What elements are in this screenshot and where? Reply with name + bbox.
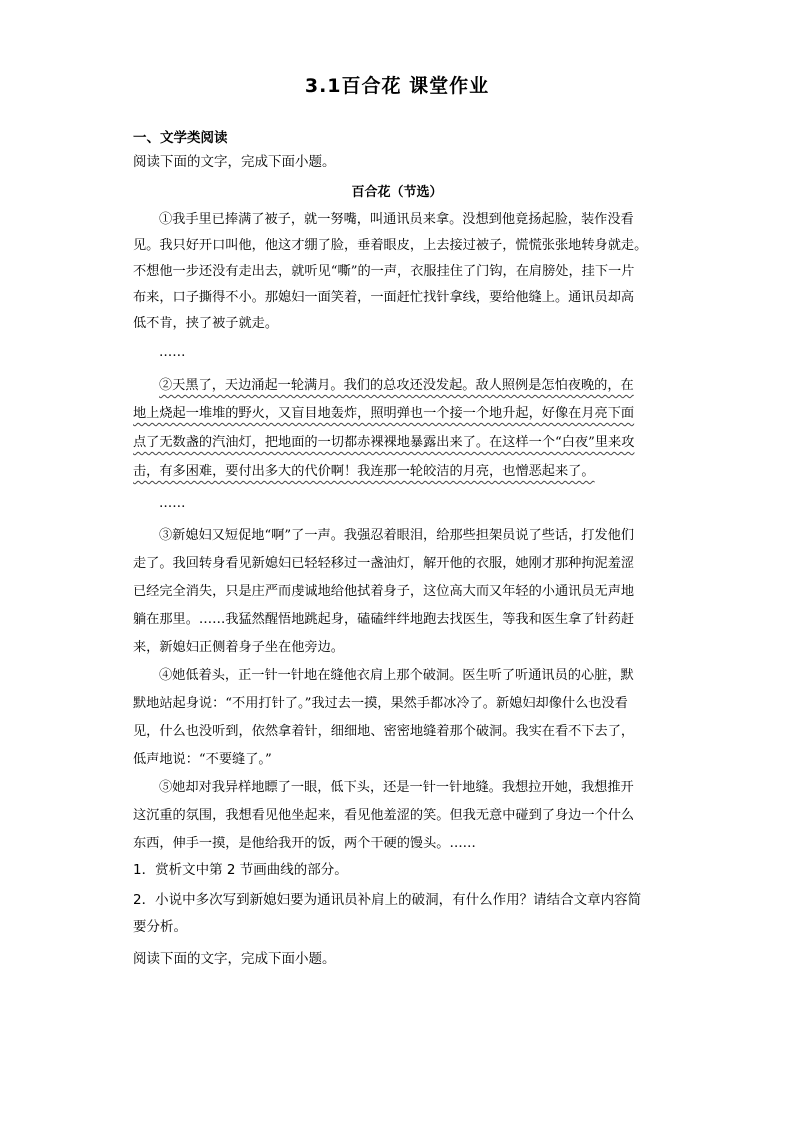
passage-line: 走了。我回转身看见新媳妇已轻轻移过一盏油灯，解开他的衣服，她刚才那种拘泥羞涩 — [133, 556, 635, 571]
passage-line: 低声地说：“不要缝了。” — [133, 752, 272, 767]
question-1: 1．赏析文中第 2 节画曲线的部分。 — [133, 862, 348, 878]
ellipsis-line: …… — [159, 496, 186, 511]
wavy-underlined-line: 地上烧起一堆堆的野火，又盲目地轰炸，照明弹也一个接一个地升起，好像在月亮下面 — [133, 406, 635, 421]
passage-line: ④她低着头，正一针一针地在缝他衣肩上那个破洞。医生听了听通讯员的心脏，默 — [159, 668, 634, 683]
question-2: 2．小说中多次写到新媳妇要为通讯员补肩上的破洞，有什么作用？请结合文章内容简 — [133, 892, 642, 908]
passage-line: 这沉重的氛围，我想看见他坐起来，看见他羞涩的笑。但我无意中碰到了身边一个什么 — [133, 808, 635, 823]
reading-instruction: 阅读下面的文字，完成下面小题。 — [133, 154, 336, 170]
passage-line: 躺在那里。……我猛然醒悟地跳起身，磕磕绊绊地跑去找医生，等我和医生拿了针药赶 — [133, 612, 635, 627]
passage-line: 布来，口子撕得不小。那媳妇一面笑着，一面赶忙找针拿线，要给他缝上。通讯员却高 — [133, 290, 635, 305]
passage-line: ⑤她却对我异样地瞟了一眼，低下头，还是一针一针地缝。我想拉开她，我想推开 — [159, 780, 634, 795]
passage-line: 默地站起身说：“不用打针了。”我过去一摸，果然手都冰冷了。新媳妇却像什么也没看 — [133, 696, 628, 711]
passage-line: 已经完全消失，只是庄严而虔诚地给他拭着身子，这位高大而又年轻的小通讯员无声地 — [133, 584, 635, 599]
wavy-underlined-line: ②天黑了，天边涌起一轮满月。我们的总攻还没发起。敌人照例是怎怕夜晚的，在 — [159, 378, 634, 393]
ellipsis-line: …… — [159, 345, 186, 360]
question-2-continued: 要分析。 — [133, 919, 187, 935]
wavy-underlined-line: 击，有多困难，要付出多大的代价啊！我连那一轮皎洁的月亮，也憎恶起来了。 — [133, 464, 595, 479]
wavy-underlined-line: 点了无数盏的汽油灯，把地面的一切都赤裸裸地暴露出来了。在这样一个“白夜”里来攻 — [133, 435, 635, 450]
passage-line: 不想他一步还没有走出去，就听见“嘶”的一声，衣服挂住了门钩，在肩膀处，挂下一片 — [133, 264, 635, 279]
next-reading-instruction: 阅读下面的文字，完成下面小题。 — [133, 951, 336, 967]
document-title: 3.1百合花 课堂作业 — [304, 75, 490, 97]
passage-line: 来，新媳妇正侧着身子坐在他旁边。 — [133, 640, 344, 655]
passage-line: 低不肯，挟了被子就走。 — [133, 316, 279, 331]
passage-line: 东西，伸手一摸，是他给我开的饭，两个干硬的馒头。…… — [133, 836, 476, 851]
passage-line: ③新媳妇又短促地“啊”了一声。我强忍着眼泪，给那些担架员说了些话，打发他们 — [159, 528, 635, 543]
passage-line: 见。我只好开口叫他，他这才绷了脸，垂着眼皮，上去接过被子，慌慌张张地转身就走。 — [133, 238, 648, 253]
passage-title: 百合花（节选） — [351, 185, 443, 200]
section-heading: 一、文学类阅读 — [133, 130, 228, 146]
passage-line: ①我手里已捧满了被子，就一努嘴，叫通讯员来拿。没想到他竟扬起脸，装作没看 — [159, 212, 634, 227]
passage-line: 见，什么也没听到，依然拿着针，细细地、密密地缝着那个破洞。我实在看不下去了， — [133, 724, 635, 739]
